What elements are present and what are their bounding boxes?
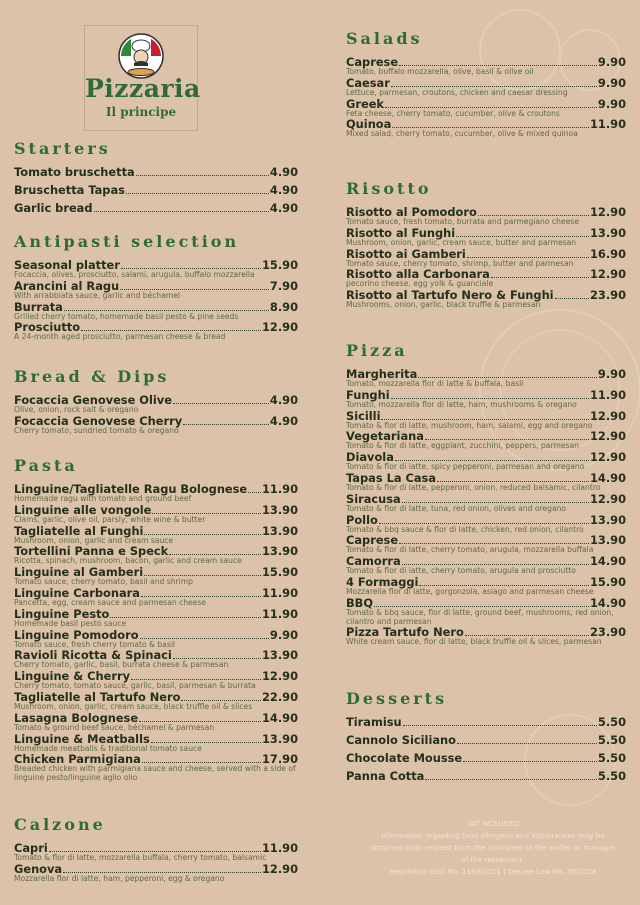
- menu-item-price: 9.90: [597, 96, 626, 111]
- menu-item-price: 4.90: [269, 413, 298, 428]
- menu-item-name: Pizza Tartufo Nero: [346, 625, 464, 640]
- menu-item: [346, 98, 626, 119]
- menu-item-row: [346, 752, 626, 765]
- menu-item: [346, 410, 626, 431]
- section-risotto: [346, 180, 626, 310]
- menu-item-price: 9.90: [597, 55, 626, 69]
- menu-item-price: 15.90: [589, 574, 626, 589]
- dot-leader: [169, 554, 261, 555]
- dot-leader: [399, 543, 589, 544]
- section-pasta: [14, 457, 298, 783]
- menu-item: [346, 368, 626, 389]
- menu-item-name: Tiramisu: [346, 715, 402, 729]
- menu-item: [346, 514, 626, 535]
- menu-item-name: Ravioli Ricotta & Spinaci: [14, 648, 172, 663]
- dot-leader: [403, 725, 597, 726]
- menu-item-description: White cream sauce, flor di latte, black truffle oil & slices, parmesan: [346, 637, 602, 647]
- section-bread-dips: [14, 368, 298, 436]
- logo-frame: [84, 25, 201, 131]
- section-title: Salads: [346, 29, 423, 48]
- menu-item-description: Tomato, buffalo mozzarella, olive, basil & olive oil: [346, 67, 534, 76]
- menu-item-description: Homemade ragu with tomato and ground beef: [14, 494, 192, 503]
- dot-leader: [141, 596, 261, 597]
- menu-item-name: Focaccia Genovese Cherry: [14, 413, 183, 428]
- dot-leader: [467, 257, 589, 258]
- dot-leader: [555, 298, 589, 299]
- menu-item-price: 13.90: [589, 533, 626, 548]
- menu-item-description: With arrabbiata sauce, garlic and béchamel: [14, 290, 181, 300]
- menu-item-name: Camorra: [346, 554, 401, 569]
- menu-item: [14, 525, 298, 546]
- dot-leader: [385, 107, 597, 108]
- menu-item-price: 13.90: [261, 731, 298, 746]
- dot-leader: [49, 851, 261, 852]
- menu-item-price: 4.90: [269, 393, 298, 407]
- dot-leader: [248, 492, 261, 493]
- menu-item: [14, 842, 298, 863]
- menu-item: [14, 691, 298, 712]
- menu-item: [346, 493, 626, 514]
- menu-item: [14, 259, 298, 280]
- dot-leader: [126, 193, 269, 194]
- menu-item-description: Tomato & flor di latte, spicy pepperoni, parmesan and oregano: [346, 462, 585, 472]
- menu-item-price: 14.90: [261, 710, 298, 725]
- menu-item-name: Tagliatelle al Tartufo Nero: [14, 689, 181, 704]
- dot-leader: [425, 779, 597, 780]
- dot-leader: [181, 700, 260, 701]
- menu-item: [346, 289, 626, 310]
- menu-item-name: Tapas La Casa: [346, 470, 436, 485]
- menu-item-price: 13.90: [261, 502, 298, 517]
- menu-item: [14, 629, 298, 650]
- menu-item: [346, 389, 626, 410]
- menu-item-description: Lettuce, parmesan, croutons, chicken and caesar dressing: [346, 87, 568, 97]
- menu-item: [14, 753, 298, 783]
- menu-item: [14, 566, 298, 587]
- menu-item-price: 13.90: [589, 225, 626, 240]
- menu-item: [346, 77, 626, 98]
- menu-item-name: Cannolo Siciliano: [346, 733, 456, 747]
- dot-leader: [478, 215, 589, 216]
- menu-item-price: 5.50: [597, 769, 626, 783]
- section-title: Risotto: [346, 179, 432, 198]
- allergen-note-line3: of the restaurant.: [461, 855, 525, 864]
- menu-item-name: Linguine/Tagliatelle Ragu Bolognese: [14, 482, 248, 496]
- menu-item-price: 12.90: [589, 429, 626, 444]
- menu-item-description: Tomato & flor di latte, cherry tomato, arugula and prosciutto: [346, 566, 576, 576]
- menu-item-price: 12.90: [261, 320, 298, 335]
- dot-leader: [391, 398, 589, 399]
- dot-leader: [139, 721, 261, 722]
- chef-logo-icon: [117, 32, 165, 80]
- menu-item-description: Mushroom, onion, garlic, cream sauce, black truffle oil & slices: [14, 701, 253, 711]
- menu-item-name: Garlic bread: [14, 201, 93, 215]
- dot-leader: [173, 403, 269, 404]
- menu-item-name: Siracusa: [346, 491, 401, 506]
- menu-item-price: 11.90: [589, 387, 626, 402]
- menu-item: [346, 118, 626, 139]
- menu-item-price: 12.90: [261, 861, 298, 876]
- menu-item-price: 12.90: [589, 491, 626, 506]
- menu-item-name: Greek: [346, 96, 384, 111]
- menu-item: [14, 670, 298, 691]
- menu-item-name: Tortellini Panna e Speck: [14, 544, 169, 559]
- menu-item: [14, 321, 298, 342]
- vat-note: VAT INCLUDED: [466, 819, 520, 828]
- menu-item-name: Panna Cotta: [346, 769, 425, 783]
- menu-item: [14, 733, 298, 754]
- menu-item-description: Tomato & flor di latte, mozzarella buffala, cherry tomato, balsamic: [14, 853, 267, 862]
- menu-item-description: Tomato, mozzarella flor di latte & buffala, basil: [346, 379, 524, 388]
- menu-item: [346, 534, 626, 555]
- menu-item: [14, 483, 298, 504]
- menu-item-description: Mixed salad, cherry tomato, cucumber, olive & mixed quinoa: [346, 129, 578, 139]
- menu-item-price: 12.90: [589, 267, 626, 282]
- menu-item-description: Olive, onion, rock salt & oregano: [14, 405, 139, 414]
- menu-item-list: [14, 394, 298, 436]
- menu-item-price: 4.90: [269, 183, 298, 197]
- menu-item: [346, 626, 626, 647]
- menu-item-price: 17.90: [261, 752, 298, 767]
- menu-item-row: [14, 184, 298, 197]
- section-title: Antipasti selection: [14, 232, 240, 251]
- menu-item-description: Mozzarella flor di latte, gorgonzola, asiago and parmesan cheese: [346, 586, 594, 596]
- dot-leader: [465, 635, 589, 636]
- menu-item-price: 12.90: [589, 205, 626, 219]
- section-antipasti-selection: [14, 233, 298, 342]
- dot-leader: [395, 460, 589, 461]
- menu-item-name: BBQ: [346, 595, 374, 610]
- menu-item-name: Risotto al Pomodoro: [346, 205, 477, 219]
- menu-item-description: Homemade meatballs & traditional tomato sauce: [14, 743, 202, 753]
- menu-item-name: Tomato bruschetta: [14, 165, 135, 179]
- menu-item-list: [14, 842, 298, 884]
- dot-leader: [94, 211, 269, 212]
- dot-leader: [437, 481, 589, 482]
- menu-item-price: 5.50: [597, 751, 626, 765]
- menu-item-price: 16.90: [589, 246, 626, 261]
- dot-leader: [402, 502, 589, 503]
- menu-item: [346, 555, 626, 576]
- menu-item: [346, 56, 626, 77]
- menu-item-description: Tomato, mozzarella flor di latte, ham, mushrooms & oregano: [346, 399, 577, 409]
- section-salads: [346, 30, 626, 139]
- menu-item-description: Mushrooms, onion, garlic, black truffle & parmesan: [346, 300, 541, 310]
- dot-leader: [173, 658, 261, 659]
- menu-item-description: Ricotta, spinach, mushroom, bacon, garlic and cream sauce: [14, 556, 242, 566]
- dot-leader: [144, 575, 261, 576]
- menu-item: [346, 248, 626, 269]
- menu-item: [346, 752, 626, 765]
- menu-item-price: 15.90: [261, 565, 298, 580]
- section-starters: [14, 140, 298, 220]
- menu-item-price: 12.90: [589, 450, 626, 465]
- dot-leader: [183, 424, 269, 425]
- menu-item-name: 4 Formaggi: [346, 574, 419, 589]
- menu-item: [346, 576, 626, 597]
- menu-item-price: 9.90: [597, 367, 626, 381]
- menu-item-name: Bruschetta Tapas: [14, 183, 125, 197]
- menu-item: [346, 734, 626, 747]
- menu-item-description: Mozzarella flor di latte, ham, pepperoni, egg & oregano: [14, 873, 225, 883]
- menu-item-description: Clams, garlic, olive oil, parsly, white wine & butter: [14, 514, 206, 524]
- dot-leader: [131, 679, 261, 680]
- menu-item: [14, 280, 298, 301]
- menu-item-price: 11.90: [261, 585, 298, 600]
- menu-item-name: Risotto ai Gamberi: [346, 246, 466, 261]
- menu-item-price: 7.90: [269, 278, 298, 293]
- menu-item-name: Linguine alle vongole: [14, 502, 152, 517]
- menu-item: [14, 608, 298, 629]
- menu-item-name: Seasonal platter: [14, 258, 120, 272]
- menu-item-name: Margherita: [346, 367, 418, 381]
- dot-leader: [425, 439, 589, 440]
- menu-item-name: Prosciutto: [14, 320, 81, 335]
- menu-item-name: Genova: [14, 861, 63, 876]
- menu-item: [346, 472, 626, 493]
- regulation-note: Regulation (EU) No. 1169/2011 | Decree-Law No. 26/2016: [389, 867, 597, 876]
- menu-item-name: Linguine Pesto: [14, 606, 110, 621]
- menu-item-description: Tomato & ground beef sauce, béchamel & parmesan: [14, 722, 215, 732]
- menu-item-description: Tomato sauce, fresh cherry tomato & basil: [14, 639, 176, 649]
- menu-item-description: Breaded chicken with parmigiana sauce and cheese, served with a side of linguine pesto/linguine aglio olio: [14, 764, 296, 783]
- dot-leader: [402, 564, 589, 565]
- menu-item-name: Linguine al Gamberi: [14, 565, 144, 580]
- menu-item-name: Caprese: [346, 533, 399, 548]
- dot-leader: [456, 236, 589, 237]
- dot-leader: [419, 585, 589, 586]
- menu-item-price: 4.90: [269, 165, 298, 179]
- menu-item-price: 8.90: [269, 299, 298, 314]
- menu-item: [346, 227, 626, 248]
- menu-item-price: 13.90: [261, 648, 298, 663]
- menu-item-price: 4.90: [269, 201, 298, 215]
- menu-item-description: Tomato sauce, fresh tomato, burrata and parmegiano cheese: [346, 217, 579, 226]
- menu-item-price: 14.90: [589, 554, 626, 569]
- menu-item-name: Linguine Pomodoro: [14, 627, 139, 642]
- menu-item-list: [346, 56, 626, 139]
- menu-item-name: Burrata: [14, 299, 63, 314]
- menu-item-name: Pollo: [346, 512, 378, 527]
- menu-item: [14, 587, 298, 608]
- menu-item-name: Diavola: [346, 450, 394, 465]
- menu-item: [14, 649, 298, 670]
- section-title: Starters: [14, 139, 111, 158]
- menu-item-name: Funghi: [346, 387, 390, 402]
- menu-item-price: 14.90: [589, 595, 626, 610]
- dot-leader: [381, 419, 588, 420]
- menu-item-name: Arancini al Ragu: [14, 278, 120, 293]
- menu-item-description: A 24-month aged prosciutto, parmesan cheese & bread: [14, 332, 226, 342]
- menu-item-description: Mushroom, onion, garlic, cream sauce, butter and parmesan: [346, 237, 577, 247]
- menu-item-description: Grilled cherry tomato, homemade basil pesto & pine seeds: [14, 311, 239, 321]
- menu-item-list: [346, 206, 626, 310]
- menu-item-description: Pancetta, egg, cream sauce and parmesan cheese: [14, 597, 207, 607]
- menu-item-name: Focaccia Genovese Olive: [14, 393, 172, 407]
- menu-item-name: Caprese: [346, 55, 399, 69]
- menu-item: [14, 504, 298, 525]
- menu-item-description: Tomato & bbq sauce, flor di latte, ground beef, mushrooms, red onion, cilantro and parmesan: [346, 607, 614, 626]
- menu-item-name: Risotto al Tartufo Nero & Funghi: [346, 288, 554, 303]
- dot-leader: [120, 289, 269, 290]
- menu-item-description: Mushroom, onion, garlic and cream sauce: [14, 535, 174, 545]
- dot-leader: [144, 534, 261, 535]
- menu-item-description: Feta cheese, cherry tomato, cucumber, olive & croutons: [346, 108, 560, 118]
- menu-item: [14, 301, 298, 322]
- dot-leader: [64, 310, 269, 311]
- dot-leader: [379, 523, 589, 524]
- dot-leader: [110, 617, 261, 618]
- section-title: Desserts: [346, 689, 448, 708]
- menu-item-price: 11.90: [261, 606, 298, 621]
- footer-notice: [348, 818, 638, 878]
- menu-item-name: Linguine & Cherry: [14, 669, 130, 684]
- menu-item-list: [14, 483, 298, 783]
- menu-item-price: 12.90: [261, 669, 298, 684]
- menu-item-name: Lasagna Bolognese: [14, 710, 139, 725]
- menu-item: [14, 394, 298, 415]
- menu-item: [346, 716, 626, 729]
- brand-name: Pizzaria: [85, 74, 201, 103]
- menu-item-price: 23.90: [589, 625, 626, 640]
- menu-item-description: Tomato & flor di latte, pepperoni, onion, reduced balsamic, cilantro: [346, 482, 601, 492]
- menu-item-name: Risotto al Funghi: [346, 225, 456, 240]
- dot-leader: [121, 268, 261, 269]
- menu-item: [346, 430, 626, 451]
- dot-leader: [418, 377, 597, 378]
- section-title: Pasta: [14, 456, 78, 475]
- menu-item: [346, 206, 626, 227]
- dot-leader: [63, 872, 261, 873]
- section-title: Calzone: [14, 815, 106, 834]
- menu-item-description: Cherry tomato, sundried tomato & oregano: [14, 425, 179, 435]
- menu-item-price: 11.90: [589, 117, 626, 132]
- menu-item-list: [14, 259, 298, 342]
- menu-item: [346, 451, 626, 472]
- section-title: Pizza: [346, 341, 408, 360]
- dot-leader: [391, 86, 597, 87]
- menu-item: [14, 184, 298, 197]
- menu-item: [14, 712, 298, 733]
- menu-item-row: [14, 166, 298, 179]
- menu-item-description: Tomato & flor di latte, cherry tomato, arugula, mozzarella buffala: [346, 545, 594, 555]
- menu-item: [14, 545, 298, 566]
- dot-leader: [399, 65, 597, 66]
- section-title: Bread & Dips: [14, 367, 170, 386]
- menu-item-row: [346, 770, 626, 783]
- menu-item-price: 13.90: [261, 523, 298, 538]
- menu-item-price: 13.90: [589, 512, 626, 527]
- menu-item: [346, 597, 626, 627]
- menu-item-list: [346, 716, 626, 783]
- dot-leader: [142, 762, 261, 763]
- menu-item-name: Caesar: [346, 75, 390, 90]
- menu-item-description: Tomato & flor di latte, eggplant, zucchini, peppers, parmesan: [346, 441, 579, 451]
- section-calzone: [14, 816, 298, 884]
- menu-item-name: Quinoa: [346, 117, 392, 132]
- menu-item-price: 5.50: [597, 715, 626, 729]
- menu-item-row: [346, 734, 626, 747]
- menu-item-name: Capri: [14, 841, 48, 855]
- menu-item: [14, 202, 298, 215]
- menu-item: [346, 268, 626, 289]
- dot-leader: [152, 513, 261, 514]
- menu-item: [346, 770, 626, 783]
- menu-item-name: Tagliatelle al Funghi: [14, 523, 144, 538]
- dot-leader: [457, 743, 597, 744]
- menu-item-row: [346, 716, 626, 729]
- menu-item-price: 22.90: [261, 689, 298, 704]
- menu-item-list: [14, 166, 298, 215]
- menu-item-price: 11.90: [261, 841, 298, 855]
- menu-item-description: Tomato & flor di latte, tuna, red onion, olives and oregano: [346, 503, 567, 513]
- dot-leader: [81, 330, 261, 331]
- menu-item-name: Chicken Parmigiana: [14, 752, 141, 767]
- menu-item-price: 14.90: [589, 470, 626, 485]
- section-pizza: [346, 342, 626, 647]
- menu-item-name: Vegetariana: [346, 429, 424, 444]
- menu-item-price: 13.90: [261, 544, 298, 559]
- menu-item: [14, 415, 298, 436]
- menu-item-description: Tomato & bbq sauce & flor di latte, chicken, red onion, cilantro: [346, 524, 584, 534]
- menu-item-price: 23.90: [589, 288, 626, 303]
- dot-leader: [491, 277, 589, 278]
- menu-item-description: Tomato sauce, cherry tomato, basil and shrimp: [14, 577, 193, 587]
- menu-item-price: 15.90: [261, 258, 298, 272]
- menu-item: [14, 863, 298, 884]
- allergen-note-line1: Information regarding food allergens and intolerances may be: [381, 831, 605, 840]
- menu-item-description: Tomato & flor di latte, mushroom, ham, salami, egg and oregano: [346, 420, 593, 430]
- menu-item-price: 9.90: [269, 627, 298, 642]
- menu-item-description: Homemade basil pesto sauce: [14, 618, 127, 628]
- menu-item: [14, 166, 298, 179]
- menu-item-description: Cherry tomato, tomato sauce, garlic, basil, parmesan & burrata: [14, 681, 256, 691]
- menu-item-description: pecorino cheese, egg yolk & guanciale: [346, 279, 494, 289]
- menu-item-name: Linguine & Meatballs: [14, 731, 150, 746]
- menu-item-price: 12.90: [589, 408, 626, 423]
- menu-item-name: Sicilli: [346, 408, 381, 423]
- menu-item-description: Focaccia, olives, prosciutto, salami, arugula, buffalo mozzarella: [14, 270, 255, 279]
- menu-item-description: Tomato sauce, cherry tomato, shrimp, butter and parmesan: [346, 258, 574, 268]
- dot-leader: [374, 606, 589, 607]
- menu-item-price: 9.90: [597, 75, 626, 90]
- menu-item-row: [14, 202, 298, 215]
- allergen-note-line2: obtained upon request from the consumer to the waiter or manager: [370, 843, 616, 852]
- dot-leader: [140, 638, 269, 639]
- dot-leader: [151, 742, 261, 743]
- menu-item-name: Linguine Carbonara: [14, 585, 140, 600]
- brand-subtitle: Il principe: [105, 105, 177, 119]
- menu-item-name: Risotto alla Carbonara: [346, 267, 490, 282]
- menu-item-price: 5.50: [597, 733, 626, 747]
- dot-leader: [392, 127, 589, 128]
- menu-item-list: [346, 368, 626, 647]
- menu-item-description: Cherry tomato, garlic, basil, burrata cheese & parmesan: [14, 660, 229, 670]
- menu-item-price: 11.90: [261, 482, 298, 496]
- menu-item-name: Chocolate Mousse: [346, 751, 463, 765]
- dot-leader: [463, 761, 597, 762]
- dot-leader: [136, 175, 269, 176]
- section-desserts: [346, 690, 626, 788]
